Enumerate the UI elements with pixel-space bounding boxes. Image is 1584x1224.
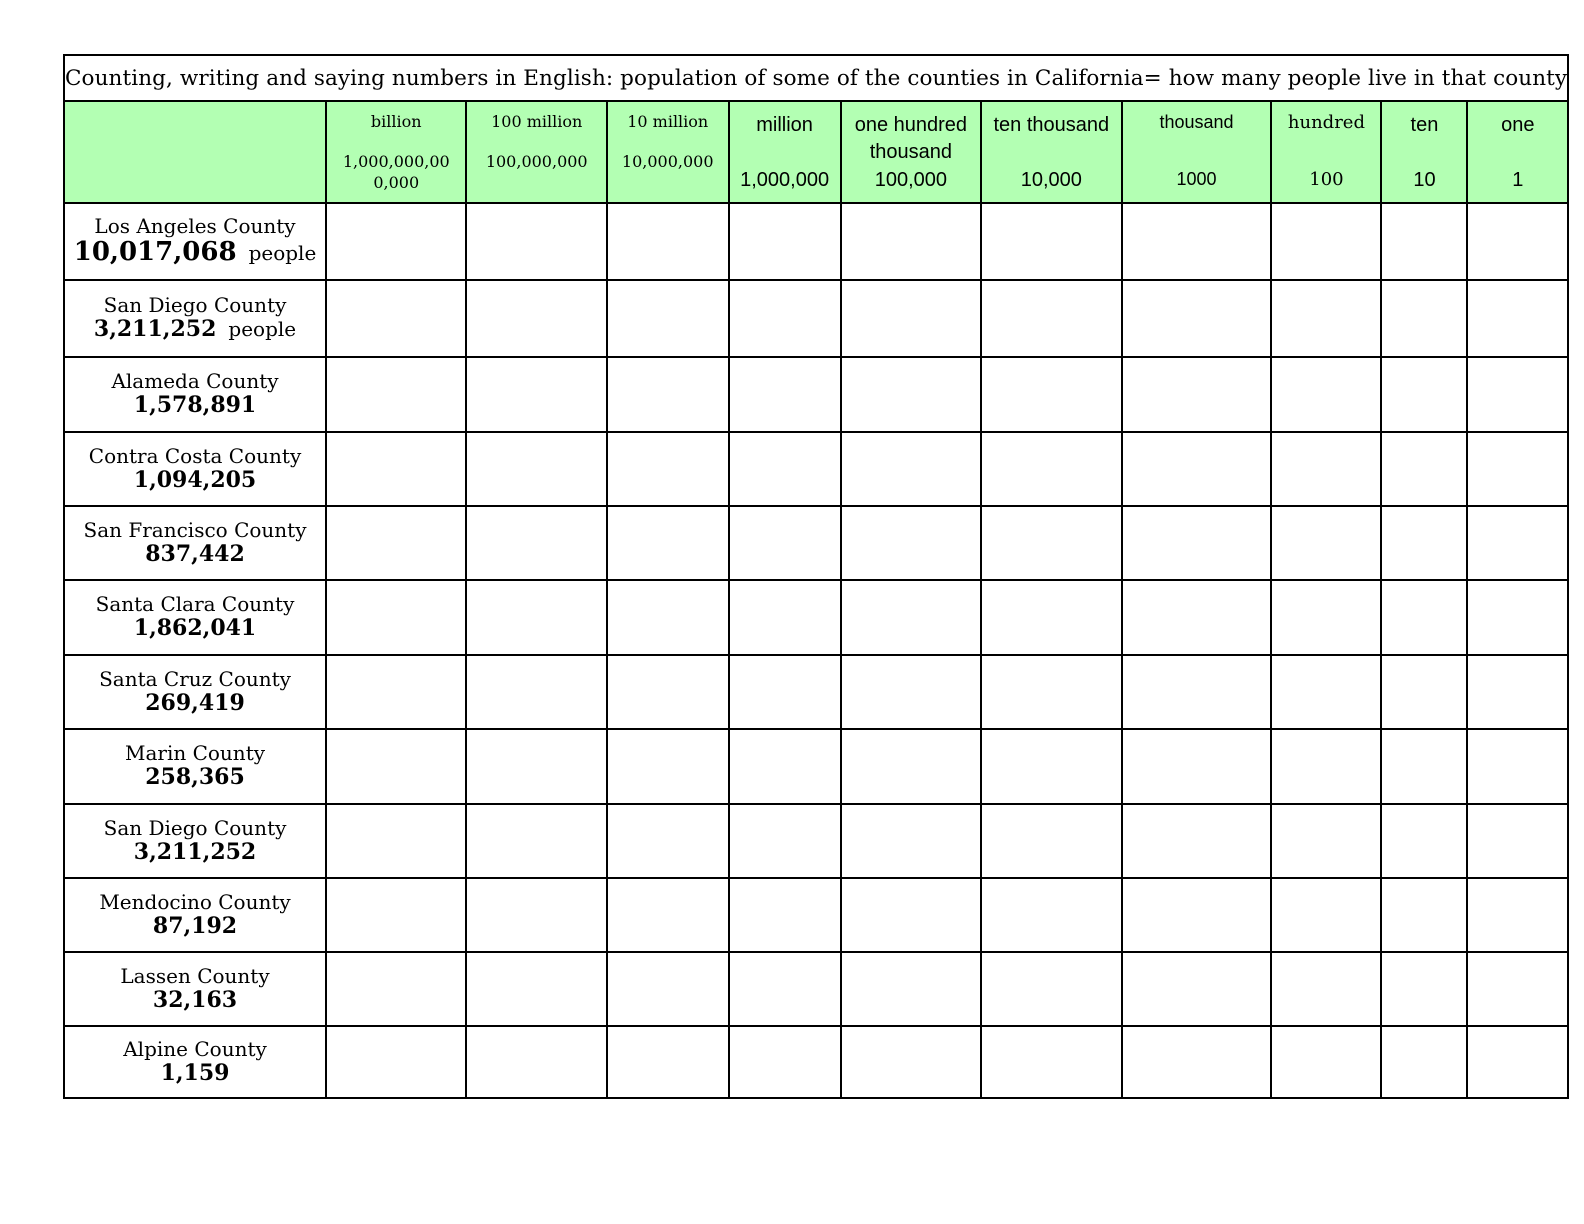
county-name: San Francisco County	[83, 517, 307, 542]
answer-cell[interactable]	[1271, 432, 1381, 506]
answer-cell[interactable]	[729, 280, 841, 357]
answer-cell[interactable]	[326, 432, 466, 506]
answer-cell[interactable]	[1381, 1026, 1467, 1098]
answer-cell[interactable]	[841, 357, 981, 432]
answer-cell[interactable]	[841, 1026, 981, 1098]
place-value-word: 100 million	[491, 112, 583, 131]
county-cell	[64, 952, 326, 1026]
answer-cell[interactable]	[466, 432, 606, 506]
county-name: Marin County	[124, 741, 266, 766]
county-population: 1,094,205	[133, 466, 257, 493]
answer-cell[interactable]	[1122, 580, 1272, 655]
answer-cell[interactable]	[1381, 432, 1467, 506]
answer-cell[interactable]	[1271, 729, 1381, 804]
answer-cell[interactable]	[1467, 357, 1568, 432]
column-header-6	[1122, 101, 1272, 203]
county-cell	[64, 203, 326, 280]
county-row	[64, 952, 1568, 1026]
answer-cell[interactable]	[1271, 506, 1381, 580]
county-population: 1,159	[160, 1059, 230, 1086]
header-blank-cell	[64, 101, 326, 203]
county-row	[64, 357, 1568, 432]
answer-cell[interactable]	[607, 729, 729, 804]
column-header-7	[1271, 101, 1381, 203]
answer-cell[interactable]	[729, 1026, 841, 1098]
answer-cell[interactable]	[981, 878, 1121, 952]
county-name: Alameda County	[111, 369, 279, 394]
answer-cell[interactable]	[1381, 357, 1467, 432]
answer-cell[interactable]	[326, 878, 466, 952]
county-cell	[64, 432, 326, 506]
answer-cell[interactable]	[729, 580, 841, 655]
answer-cell[interactable]	[1381, 878, 1467, 952]
county-cell	[64, 655, 326, 729]
answer-cell[interactable]	[607, 878, 729, 952]
answer-cell[interactable]	[1467, 655, 1568, 729]
answer-cell[interactable]	[841, 580, 981, 655]
answer-cell[interactable]	[1122, 878, 1272, 952]
county-row	[64, 1026, 1568, 1098]
answer-cell[interactable]	[326, 804, 466, 878]
answer-cell[interactable]	[841, 280, 981, 357]
answer-cell[interactable]	[1122, 655, 1272, 729]
answer-cell[interactable]	[1271, 655, 1381, 729]
answer-cell[interactable]	[326, 506, 466, 580]
answer-cell[interactable]	[1122, 432, 1272, 506]
answer-cell[interactable]	[1381, 506, 1467, 580]
answer-cell[interactable]	[981, 580, 1121, 655]
answer-cell[interactable]	[1271, 580, 1381, 655]
answer-cell[interactable]	[466, 1026, 606, 1098]
answer-cell[interactable]	[981, 357, 1121, 432]
column-header-9	[1467, 101, 1568, 203]
answer-cell[interactable]	[607, 432, 729, 506]
answer-cell[interactable]	[607, 804, 729, 878]
place-value-number: 1,000,000,000,000	[342, 152, 450, 192]
answer-cell[interactable]	[1122, 1026, 1272, 1098]
answer-cell[interactable]	[607, 580, 729, 655]
answer-cell[interactable]	[326, 655, 466, 729]
place-value-word: one hundred thousand	[854, 114, 968, 163]
county-population: 269,419	[145, 689, 245, 716]
answer-cell[interactable]	[1381, 804, 1467, 878]
column-header-5	[981, 101, 1121, 203]
answer-cell[interactable]	[841, 203, 981, 280]
county-name: Lassen County	[120, 963, 270, 988]
county-cell	[64, 280, 326, 357]
answer-cell[interactable]	[1467, 804, 1568, 878]
answer-cell[interactable]	[841, 804, 981, 878]
answer-cell[interactable]	[326, 952, 466, 1026]
answer-cell[interactable]	[981, 203, 1121, 280]
county-population: 3,211,252	[133, 838, 257, 865]
answer-cell[interactable]	[466, 506, 606, 580]
place-value-word: thousand	[1159, 112, 1234, 132]
answer-cell[interactable]	[607, 952, 729, 1026]
answer-cell[interactable]	[1122, 804, 1272, 878]
worksheet-title: Counting, writing and saying numbers in English: population of some of the counties in California= how many people live in that county	[64, 55, 1568, 101]
column-header-3	[729, 101, 841, 203]
place-value-number: 1000	[1176, 169, 1217, 189]
answer-cell[interactable]	[607, 506, 729, 580]
place-value-table	[63, 54, 1569, 1099]
answer-cell[interactable]	[466, 878, 606, 952]
answer-cell[interactable]	[1271, 804, 1381, 878]
answer-cell[interactable]	[1381, 280, 1467, 357]
county-row	[64, 203, 1568, 280]
answer-cell[interactable]	[607, 1026, 729, 1098]
answer-cell[interactable]	[1122, 357, 1272, 432]
county-name: San Diego County	[103, 293, 287, 318]
answer-cell[interactable]	[326, 1026, 466, 1098]
place-value-number: 100,000	[874, 169, 948, 191]
answer-cell[interactable]	[729, 655, 841, 729]
answer-cell[interactable]	[1271, 1026, 1381, 1098]
county-row	[64, 580, 1568, 655]
answer-cell[interactable]	[466, 203, 606, 280]
county-row	[64, 878, 1568, 952]
answer-cell[interactable]	[1122, 506, 1272, 580]
answer-cell[interactable]	[1381, 729, 1467, 804]
county-name: Santa Clara County	[95, 592, 295, 617]
answer-cell[interactable]	[981, 952, 1121, 1026]
place-value-number: 1	[1512, 169, 1524, 191]
county-name: Alpine County	[123, 1036, 267, 1061]
answer-cell[interactable]	[981, 280, 1121, 357]
answer-cell[interactable]	[326, 357, 466, 432]
place-value-number: 100	[1309, 169, 1344, 190]
answer-cell[interactable]	[981, 655, 1121, 729]
answer-cell[interactable]	[729, 506, 841, 580]
answer-cell[interactable]	[1467, 878, 1568, 952]
answer-cell[interactable]	[1467, 729, 1568, 804]
answer-cell[interactable]	[466, 580, 606, 655]
place-value-number: 10,000	[1020, 169, 1082, 191]
answer-cell[interactable]	[841, 432, 981, 506]
answer-cell[interactable]	[841, 506, 981, 580]
county-population: 87,192	[152, 912, 238, 939]
answer-cell[interactable]	[607, 280, 729, 357]
answer-cell[interactable]	[1122, 952, 1272, 1026]
answer-cell[interactable]	[729, 432, 841, 506]
county-cell	[64, 1026, 326, 1098]
answer-cell[interactable]	[1381, 580, 1467, 655]
answer-cell[interactable]	[466, 280, 606, 357]
answer-cell[interactable]	[1467, 580, 1568, 655]
place-value-number: 1,000,000	[740, 169, 830, 191]
answer-cell[interactable]	[1467, 1026, 1568, 1098]
answer-cell[interactable]	[1467, 432, 1568, 506]
county-population: 258,365	[145, 764, 245, 791]
answer-cell[interactable]	[729, 357, 841, 432]
header-row	[64, 101, 1568, 203]
county-name: San Diego County	[103, 815, 287, 840]
answer-cell[interactable]	[1271, 952, 1381, 1026]
county-row	[64, 280, 1568, 357]
answer-cell[interactable]	[729, 804, 841, 878]
answer-cell[interactable]	[981, 506, 1121, 580]
title-row	[64, 55, 1568, 101]
answer-cell[interactable]	[1467, 280, 1568, 357]
answer-cell[interactable]	[729, 878, 841, 952]
answer-cell[interactable]	[1467, 203, 1568, 280]
answer-cell[interactable]	[326, 580, 466, 655]
place-value-word: ten thousand	[993, 114, 1110, 136]
county-population: 1,578,891	[133, 392, 257, 419]
answer-cell[interactable]	[841, 878, 981, 952]
answer-cell[interactable]	[1381, 655, 1467, 729]
county-row	[64, 432, 1568, 506]
column-header-1	[466, 101, 606, 203]
answer-cell[interactable]	[466, 804, 606, 878]
population-unit: people	[228, 317, 297, 342]
county-population: 3,211,252	[93, 316, 217, 343]
place-value-word: one	[1501, 114, 1535, 136]
answer-cell[interactable]	[466, 357, 606, 432]
answer-cell[interactable]	[729, 952, 841, 1026]
answer-cell[interactable]	[466, 655, 606, 729]
county-cell	[64, 580, 326, 655]
answer-cell[interactable]	[729, 203, 841, 280]
answer-cell[interactable]	[1271, 203, 1381, 280]
answer-cell[interactable]	[981, 804, 1121, 878]
place-value-number: 100,000,000	[485, 152, 588, 171]
answer-cell[interactable]	[1271, 280, 1381, 357]
answer-cell[interactable]	[607, 357, 729, 432]
county-population: 32,163	[152, 986, 238, 1013]
county-row	[64, 506, 1568, 580]
answer-cell[interactable]	[729, 729, 841, 804]
answer-cell[interactable]	[1271, 878, 1381, 952]
answer-cell[interactable]	[326, 203, 466, 280]
column-header-4	[841, 101, 981, 203]
county-cell	[64, 804, 326, 878]
place-value-word: 10 million	[627, 112, 709, 131]
answer-cell[interactable]	[981, 1026, 1121, 1098]
answer-cell[interactable]	[1122, 280, 1272, 357]
answer-cell[interactable]	[607, 655, 729, 729]
population-unit: people	[248, 241, 317, 266]
county-name: Los Angeles County	[94, 214, 296, 239]
answer-cell[interactable]	[841, 952, 981, 1026]
answer-cell[interactable]	[466, 952, 606, 1026]
answer-cell[interactable]	[607, 203, 729, 280]
column-header-2	[607, 101, 729, 203]
worksheet	[63, 54, 1569, 1099]
answer-cell[interactable]	[1271, 357, 1381, 432]
answer-cell[interactable]	[466, 729, 606, 804]
column-header-8	[1381, 101, 1467, 203]
place-value-number: 10	[1413, 169, 1436, 191]
answer-cell[interactable]	[841, 655, 981, 729]
answer-cell[interactable]	[1467, 506, 1568, 580]
county-name: Mendocino County	[99, 889, 291, 914]
answer-cell[interactable]	[326, 280, 466, 357]
county-row	[64, 804, 1568, 878]
county-name: Contra Costa County	[88, 443, 302, 468]
answer-cell[interactable]	[981, 729, 1121, 804]
place-value-word: million	[756, 114, 813, 136]
place-value-word: billion	[370, 112, 422, 131]
answer-cell[interactable]	[1122, 729, 1272, 804]
answer-cell[interactable]	[1122, 203, 1272, 280]
county-cell	[64, 357, 326, 432]
county-population: 10,017,068	[73, 237, 237, 268]
county-row	[64, 655, 1568, 729]
county-population: 1,862,041	[133, 615, 257, 642]
answer-cell[interactable]	[1467, 952, 1568, 1026]
column-header-0	[326, 101, 466, 203]
county-row	[64, 729, 1568, 804]
answer-cell[interactable]	[981, 432, 1121, 506]
county-cell	[64, 506, 326, 580]
county-name: Santa Cruz County	[99, 666, 291, 691]
answer-cell[interactable]	[841, 729, 981, 804]
answer-cell[interactable]	[1381, 203, 1467, 280]
county-cell	[64, 878, 326, 952]
place-value-word: hundred	[1287, 112, 1365, 133]
place-value-number: 10,000,000	[621, 152, 714, 171]
answer-cell[interactable]	[326, 729, 466, 804]
answer-cell[interactable]	[1381, 952, 1467, 1026]
county-population: 837,442	[145, 540, 245, 567]
county-cell	[64, 729, 326, 804]
place-value-word: ten	[1410, 114, 1439, 136]
